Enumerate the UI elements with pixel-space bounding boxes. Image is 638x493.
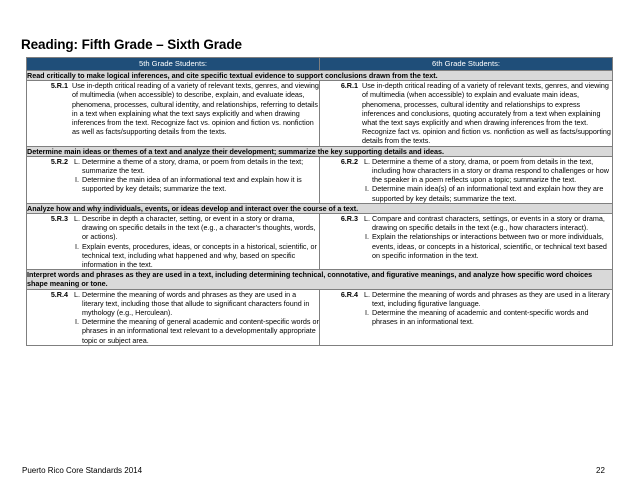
section-heading: Interpret words and phrases as they are used in a text, including determining technical, connotative, and figurative meanings, and analyze how specific word choices shape meaning or tone. bbox=[27, 270, 613, 289]
section-heading-row bbox=[27, 146, 613, 156]
standard-code: 6.R.4 bbox=[340, 289, 358, 299]
standard-code: 5.R.4 bbox=[50, 289, 68, 299]
grade5-standard bbox=[27, 289, 320, 345]
standard-text: Use in-depth critical reading of a variety of relevant texts, genres, and viewing of multimedia (when accessible) to describe, explain, and evaluate ideas, phenomena, processes, cultural identity, and relationships, referring to details in a text when explaining what the text says explicitly and when drawing inferences from the text. Recognize fact vs. opinion and fiction vs. nonfiction as well as facts/supporting details from the texts. bbox=[72, 81, 319, 137]
informational-marker: I. bbox=[365, 232, 369, 242]
section-heading-row bbox=[27, 203, 613, 213]
standard-text: Determine a theme of a story, drama, or poem from details in the text, including how characters in a story or drama respond to challenges or how the speaker in a poem reflects upon a topic; summarize the text. bbox=[372, 156, 609, 185]
section-heading-row bbox=[27, 270, 613, 289]
literature-marker: L. bbox=[364, 289, 370, 299]
standard-text: Explain events, procedures, ideas, or concepts in a historical, scientific, or technical text, including what happened and why, based on specific information in the text. bbox=[82, 241, 317, 270]
standard-code: 6.R.1 bbox=[340, 81, 358, 91]
column-header-grade6: 6th Grade Students: bbox=[320, 58, 613, 71]
standard-text: Determine the meaning of general academic and content-specific words or phrases in an informational text relevant to a developmentally appropriate topic or subject area. bbox=[82, 317, 319, 345]
standard-code: 5.R.3 bbox=[50, 214, 68, 224]
grade6-standard bbox=[320, 81, 613, 146]
column-header-grade5: 5th Grade Students: bbox=[27, 58, 320, 71]
literature-marker: L. bbox=[74, 156, 80, 166]
literature-marker: L. bbox=[74, 214, 80, 224]
section-heading: Read critically to make logical inferences, and cite specific textual evidence to support conclusions drawn from the text. bbox=[27, 71, 613, 81]
informational-marker: I. bbox=[75, 317, 79, 327]
standard-text: Determine main idea(s) of an informational text and explain how they are supported by key details; summarize the text. bbox=[372, 184, 604, 203]
section-heading: Analyze how and why individuals, events, or ideas develop and interact over the course of a text. bbox=[27, 203, 613, 213]
page-title: Reading: Fifth Grade – Sixth Grade bbox=[21, 37, 242, 52]
informational-marker: I. bbox=[365, 184, 369, 194]
table-header-row bbox=[27, 58, 613, 71]
informational-marker: I. bbox=[365, 308, 369, 318]
standard-text: Determine the meaning of academic and content-specific words and phrases in an informational text. bbox=[372, 308, 589, 327]
literature-marker: L. bbox=[364, 214, 370, 224]
grade6-standard bbox=[320, 156, 613, 203]
section-heading-row bbox=[27, 71, 613, 81]
grade5-standard bbox=[27, 214, 320, 270]
standard-code: 5.R.1 bbox=[50, 81, 68, 91]
standard-text: Determine a theme of a story, drama, or poem from details in the text; summarize the text. bbox=[82, 156, 304, 176]
grade5-standard bbox=[27, 156, 320, 203]
page-number: 22 bbox=[596, 466, 605, 475]
standard-text: Determine the meaning of words and phrases as they are used in a literary text, including figurative language. bbox=[372, 289, 610, 308]
grade6-standard bbox=[320, 289, 613, 345]
literature-marker: L. bbox=[364, 156, 370, 166]
standard-text: Explain the relationships or interactions between two or more individuals, events, ideas, or concepts in a historical, scientific, or technical text based on specific information in the text. bbox=[372, 232, 607, 260]
standard-row bbox=[27, 81, 613, 146]
standard-row bbox=[27, 289, 613, 345]
literature-marker: L. bbox=[74, 289, 80, 299]
standard-text: Describe in depth a character, setting, or event in a story or drama, drawing on specific details in the text (e.g., a character’s thoughts, words, or actions). bbox=[82, 214, 316, 242]
informational-marker: I. bbox=[75, 175, 79, 185]
grade5-standard bbox=[27, 81, 320, 146]
standard-code: 5.R.2 bbox=[50, 156, 68, 166]
standard-code: 6.R.2 bbox=[340, 156, 358, 166]
standards-table bbox=[26, 57, 613, 346]
informational-marker: I. bbox=[75, 241, 79, 251]
standard-code: 6.R.3 bbox=[340, 214, 358, 224]
grade6-standard bbox=[320, 214, 613, 270]
standard-row bbox=[27, 214, 613, 270]
standard-text: Determine the meaning of words and phrases as they are used in a literary text, including those that allude to significant characters found in mythology (e.g., Herculean). bbox=[82, 289, 310, 318]
standard-row bbox=[27, 156, 613, 203]
standard-text: Compare and contrast characters, settings, or events in a story or drama, drawing on specific details in the text (e.g., how characters interact). bbox=[372, 214, 605, 233]
standard-text: Determine the main idea of an informational text and explain how it is supported by key details; summarize the text. bbox=[82, 175, 302, 194]
footer-source: Puerto Rico Core Standards 2014 bbox=[22, 466, 143, 475]
section-heading: Determine main ideas or themes of a text and analyze their development; summarize the key supporting details and ideas. bbox=[27, 146, 613, 156]
standard-text: Use in-depth critical reading of a variety of relevant texts, genres, and viewing of multimedia (when accessible) to explain and evaluate main ideas, phenomena, processes, cultural identity and relationships to express inferences and conclusions, quoting accurately from a text when explaining what the text says explicitly and when drawing inferences from the text. Recognize fact vs. opinion and fiction vs. nonfiction as well as facts/supporting details from the texts. bbox=[362, 81, 611, 146]
